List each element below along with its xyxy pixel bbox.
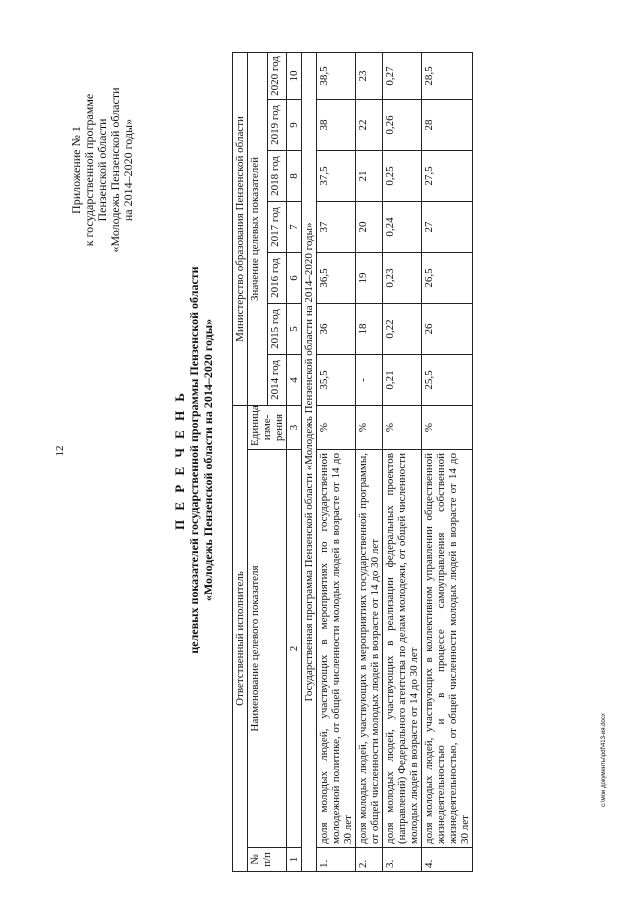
table-row <box>383 52 422 871</box>
indicator-unit: % <box>317 405 356 449</box>
value-cell: 38 <box>317 99 356 150</box>
column-number: 7 <box>287 201 302 252</box>
row-number: 2. <box>356 848 383 872</box>
heading-title: П Е Р Е Ч Е Н Ь <box>172 389 187 531</box>
column-number: 1 <box>287 848 302 872</box>
header-year: 2016 год <box>267 252 287 303</box>
value-cell: 18 <box>356 303 383 354</box>
column-number: 6 <box>287 252 302 303</box>
heading-subtitle: целевых показателей государственной программы Пензенской области <box>187 266 201 654</box>
section-program-title: Государственная программа Пензенской области «Молодежь Пензенской области на 2014–2020 годы» <box>302 52 317 871</box>
appendix-line: Пензенской области <box>95 118 109 222</box>
page-number: 12 <box>54 445 66 457</box>
value-cell: 25,5 <box>422 354 473 405</box>
value-cell: 0,22 <box>383 303 422 354</box>
header-year: 2017 год <box>267 201 287 252</box>
value-cell: 0,24 <box>383 201 422 252</box>
value-cell: 37 <box>317 201 356 252</box>
row-number: 4. <box>422 848 473 872</box>
table-row <box>356 52 383 871</box>
header-values: Значение целевых показателей <box>248 52 268 405</box>
indicator-name: доля молодых людей, участвующих в реализации федеральных проектов (направлений) Федерального агентства по делам молодежи, от общей численности молодых людей в возрасте от 14 до 30 лет <box>383 450 422 848</box>
value-cell: 23 <box>356 52 383 99</box>
header-unit: Единица изме-рения <box>248 405 287 449</box>
appendix-line: к государственной программе <box>82 93 96 247</box>
column-number: 8 <box>287 150 302 201</box>
indicator-unit: % <box>356 405 383 449</box>
document-heading <box>172 40 215 880</box>
heading-program-name: «Молодежь Пензенской области на 2014–2020 годы» <box>201 318 215 602</box>
header-year: 2019 год <box>267 99 287 150</box>
value-cell: 36 <box>317 303 356 354</box>
value-cell: 21 <box>356 150 383 201</box>
value-cell: - <box>356 354 383 405</box>
value-cell: 0,27 <box>383 52 422 99</box>
value-cell: 27,5 <box>422 150 473 201</box>
value-cell: 0,26 <box>383 99 422 150</box>
indicator-unit: % <box>383 405 422 449</box>
file-path-footer: c:\мои документы\pdf\413-ия.docx <box>601 713 607 807</box>
value-cell: 26,5 <box>422 252 473 303</box>
column-number: 5 <box>287 303 302 354</box>
landscape-content <box>70 40 590 880</box>
value-cell: 27 <box>422 201 473 252</box>
header-indicator-name: Наименование целевого показателя <box>248 450 287 848</box>
appendix-line: на 2014–2020 годы» <box>121 118 135 222</box>
header-year: 2014 год <box>267 354 287 405</box>
value-cell: 0,25 <box>383 150 422 201</box>
responsible-label: Ответственный исполнитель <box>233 405 248 871</box>
indicator-name: доля молодых людей, участвующих в коллективном управлении общественной жизнедеятельностью и в процессе самоуправления собственной жизнедеятельностью, от общей численности молодых людей в возрасте от 14 до 30 лет <box>422 450 473 848</box>
indicator-name: доля молодых людей, участвующих в мероприятиях по государственной молодежной политике, от общей численности молодых людей в возрасте от 14 до 30 лет <box>317 450 356 848</box>
table-row <box>317 52 356 871</box>
value-cell: 38,5 <box>317 52 356 99</box>
row-number: 3. <box>383 848 422 872</box>
value-cell: 35,5 <box>317 354 356 405</box>
value-cell: 0,21 <box>383 354 422 405</box>
header-year: 2015 год <box>267 303 287 354</box>
indicators-table <box>232 52 473 872</box>
column-number: 4 <box>287 354 302 405</box>
value-cell: 37,5 <box>317 150 356 201</box>
value-cell: 28 <box>422 99 473 150</box>
indicator-name: доля молодых людей, участвующих в мероприятиях государственной программы, от общей численности молодых людей в возрасте от 14 до 30 лет <box>356 450 383 848</box>
value-cell: 19 <box>356 252 383 303</box>
value-cell: 28,5 <box>422 52 473 99</box>
appendix-note <box>70 40 135 300</box>
value-cell: 0,23 <box>383 252 422 303</box>
column-number: 10 <box>287 52 302 99</box>
column-number: 9 <box>287 99 302 150</box>
indicator-unit: % <box>422 405 473 449</box>
header-year: 2020 год <box>267 52 287 99</box>
table-row <box>422 52 473 871</box>
value-cell: 26 <box>422 303 473 354</box>
row-number: 1. <box>317 848 356 872</box>
header-number: № п/п <box>248 848 287 872</box>
appendix-line: «Молодежь Пензенской области <box>108 87 122 253</box>
value-cell: 22 <box>356 99 383 150</box>
value-cell: 20 <box>356 201 383 252</box>
responsible-value: Министерство образования Пензенской области <box>233 52 248 405</box>
column-number: 3 <box>287 405 302 449</box>
appendix-line: Приложение № 1 <box>69 126 83 214</box>
value-cell: 36,5 <box>317 252 356 303</box>
header-year: 2018 год <box>267 150 287 201</box>
column-number: 2 <box>287 450 302 848</box>
